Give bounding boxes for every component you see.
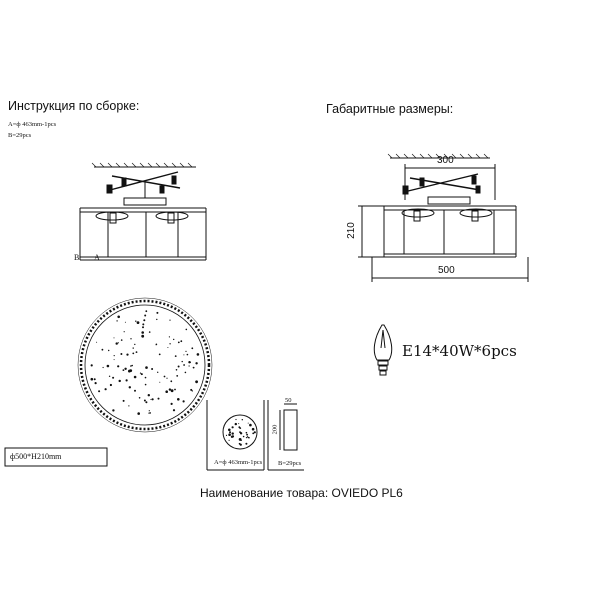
crystal-speckle [231,436,233,438]
dimension-top-width: 300 [437,155,454,166]
crystal-speckle [246,437,247,438]
part-b-caption: B=29pcs [278,460,302,467]
part-b-width: 50 [285,397,292,404]
crystal-speckle [249,424,252,427]
crystal-speckle [229,440,230,441]
product-name: Наименование товара: OVIEDO PL6 [200,486,403,500]
crystal-speckle [243,436,245,438]
dimension-total-width: 500 [438,265,455,276]
crystal-speckle [239,427,241,429]
crystal-speckle [254,431,256,433]
part-b-height: 200 [271,424,279,435]
label-a: A [94,253,100,262]
overall-dimensions-heading: Габаритные размеры: [326,102,454,116]
crystal-speckle [240,432,242,434]
label-b: B [74,253,80,262]
part-a-caption: A=ф 463mm-1pcs [214,459,263,466]
crystal-speckle [232,426,234,428]
assembly-instructions-heading: Инструкция по сборке: [8,99,140,113]
bulb-spec: E14*40W*6pcs [402,342,517,360]
crystal-speckle [239,438,242,441]
crystal-speckle [228,429,231,432]
crystal-speckle [228,433,231,436]
crystal-speckle [235,423,237,425]
size-spec: ф500*H210mm [10,452,62,461]
part-a-spec: A=ф 463mm-1pcs [8,121,57,128]
crystal-speckle [232,432,234,434]
crystal-speckle [245,443,247,445]
crystal-speckle [252,428,255,431]
crystal-speckle [246,434,248,436]
crystal-speckle [248,437,249,438]
crystal-speckle [240,444,242,446]
crystal-speckle [238,423,239,424]
crystal-speckle [246,432,248,434]
crystal-speckle [226,435,227,436]
part-b-spec: B=29pcs [8,132,32,139]
dimension-height: 210 [345,222,357,239]
crystal-speckle [235,419,236,420]
crystal-speckle [242,419,243,420]
crystal-speckle [229,431,231,433]
crystal-speckle [248,423,249,424]
